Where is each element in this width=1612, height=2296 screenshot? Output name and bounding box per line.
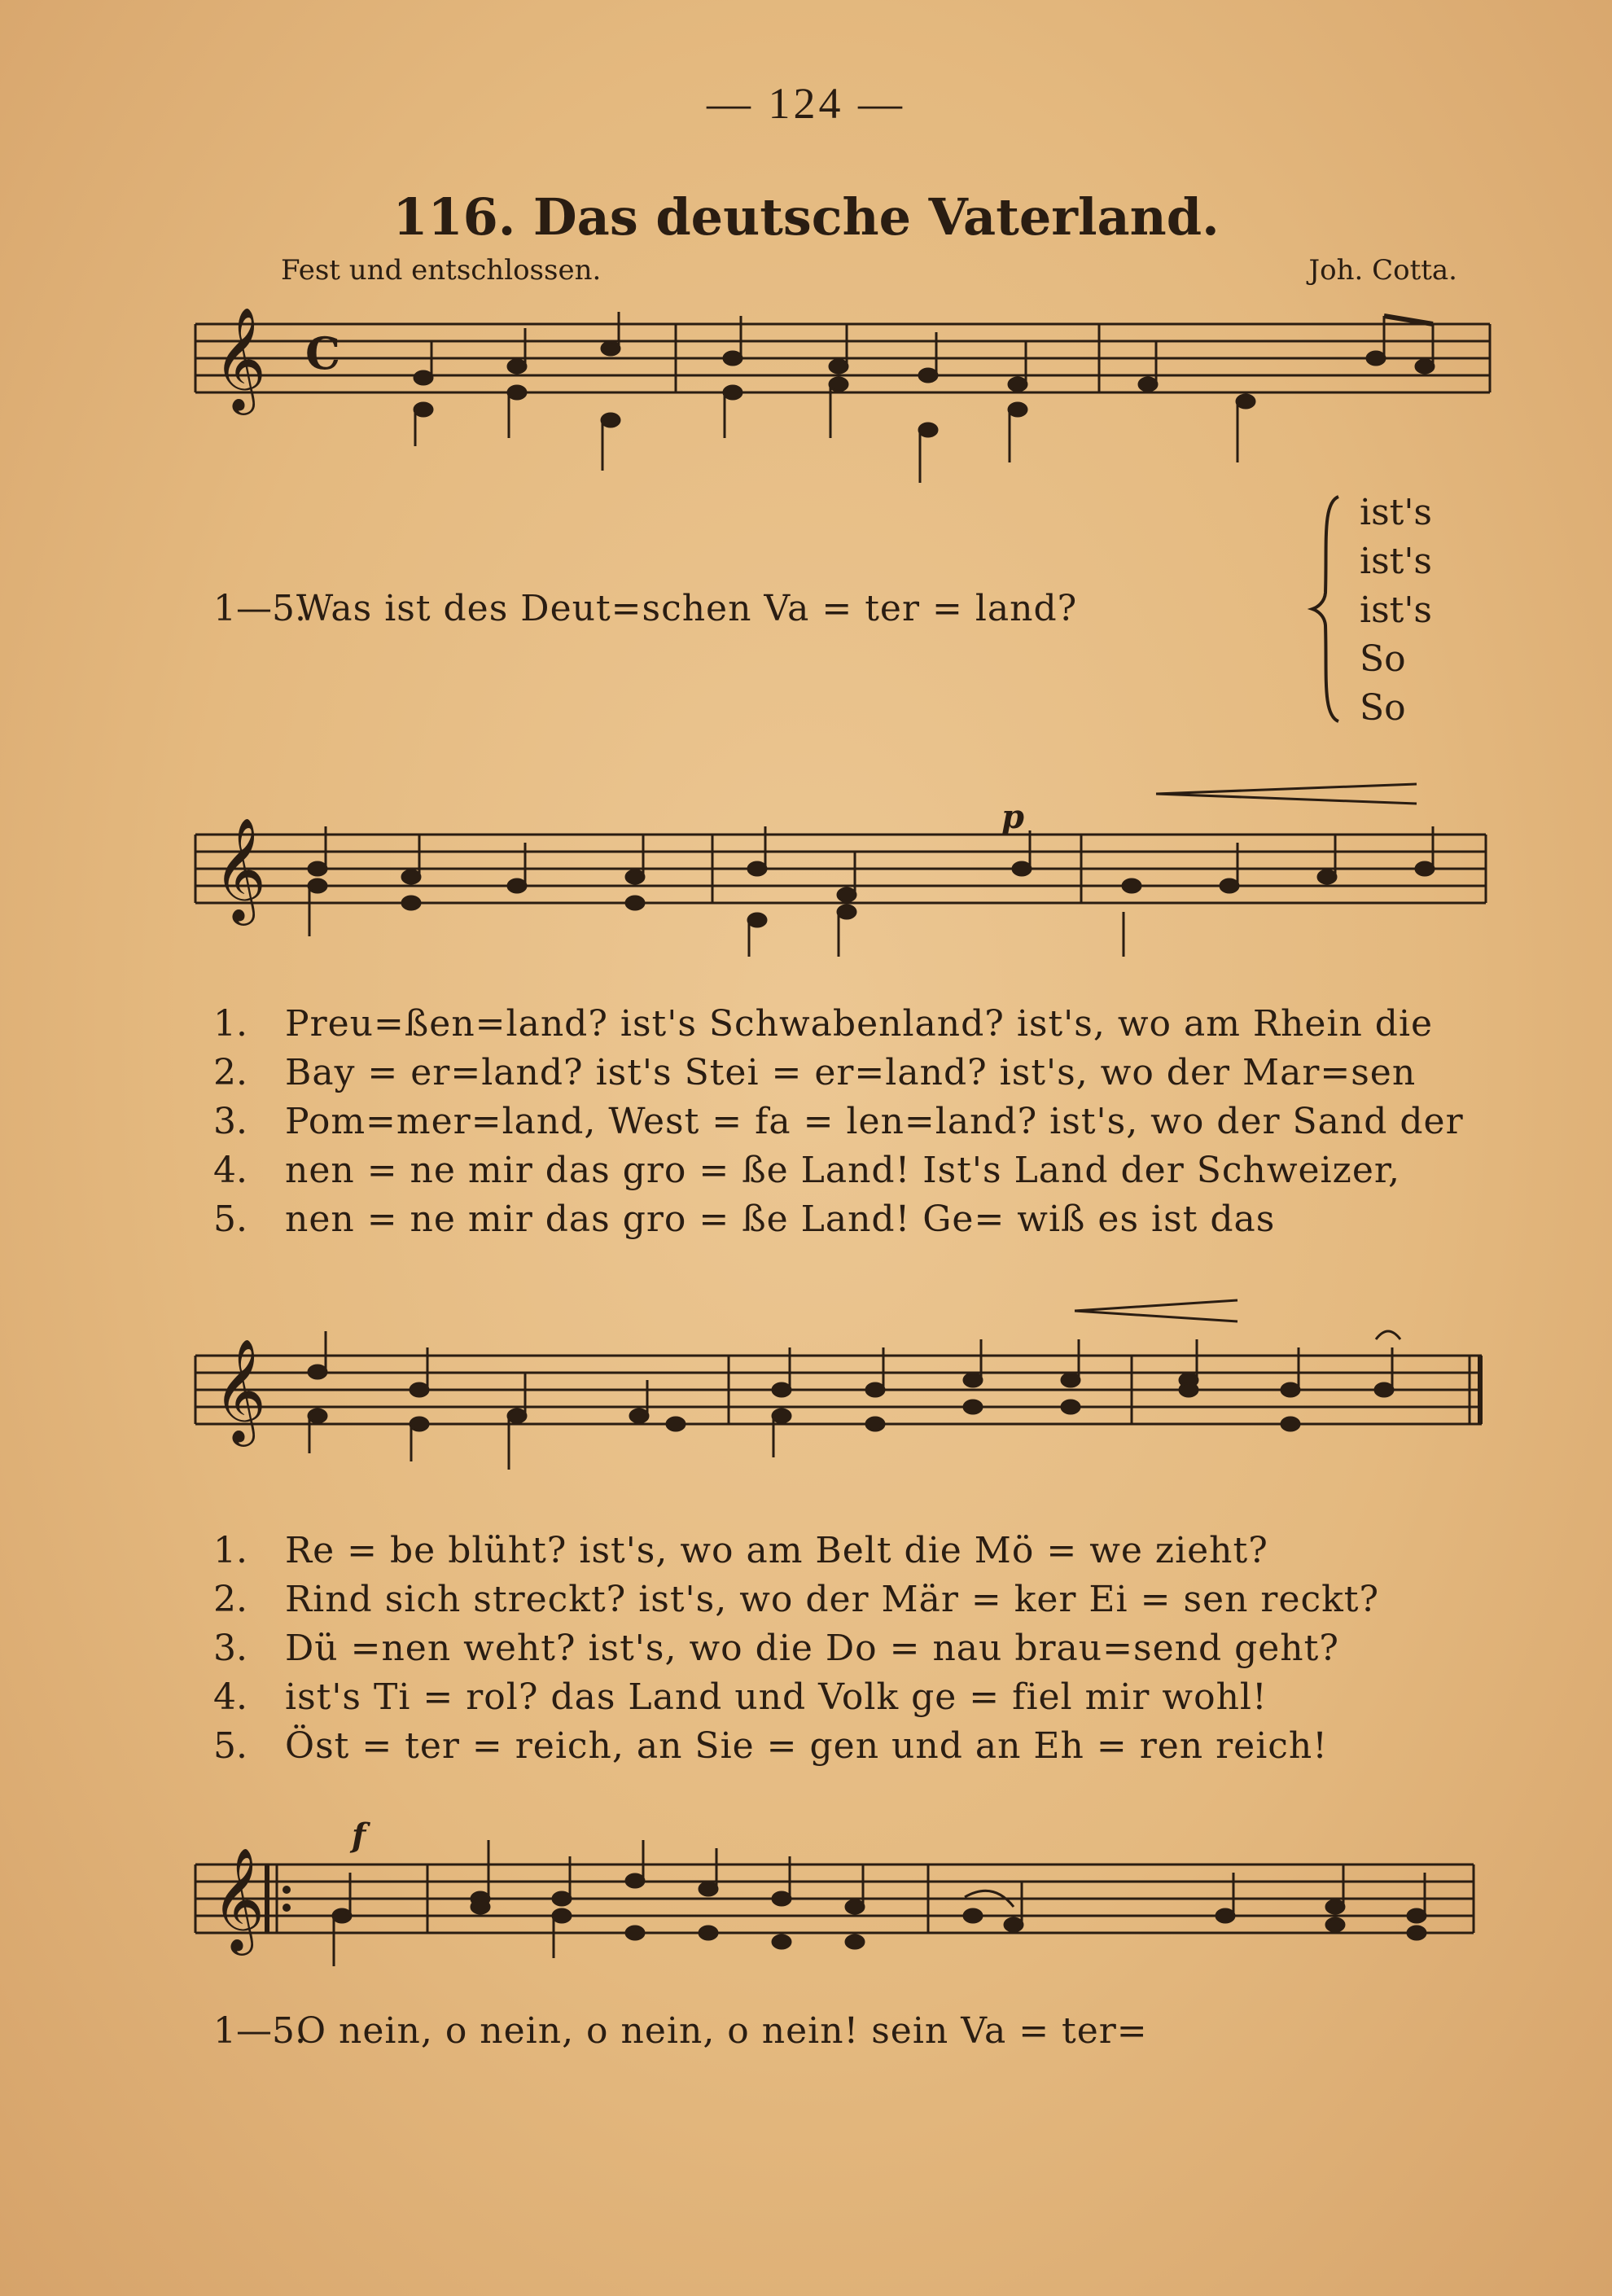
lyric-line — [213, 1195, 1464, 1244]
composer: Joh. Cotta. — [1308, 254, 1457, 287]
page-number: — 124 — — [707, 79, 905, 128]
lyric-line — [213, 1527, 1379, 1575]
lyrics-system-4 — [213, 2007, 1148, 2056]
dynamic-piano: p — [1001, 798, 1024, 836]
lyric-text: O nein, o nein, o nein, o nein! sein Va = ter= — [296, 2010, 1148, 2052]
brace-words — [1360, 489, 1432, 733]
lyric-line — [213, 1098, 1464, 1146]
verse-number: 1. — [213, 1530, 247, 1571]
brace-word: So — [1360, 638, 1406, 680]
music-staff-2 — [195, 798, 1498, 997]
tempo-marking: Fest und entschlossen. — [281, 254, 602, 287]
verse-number: 1—5. — [213, 588, 306, 629]
verse-number: 1—5. — [213, 2010, 306, 2052]
lyric-line — [213, 2007, 1148, 2056]
brace-word: ist's — [1360, 492, 1433, 533]
verse-number: 3. — [213, 1628, 247, 1669]
lyric-text: Rind sich streckt? ist's, wo der Mär = ker Ei = sen reckt? — [285, 1579, 1380, 1620]
lyric-line — [213, 1673, 1379, 1722]
lyric-text: Re = be blüht? ist's, wo am Belt die Mö = we zieht? — [285, 1530, 1268, 1571]
brace-word: ist's — [1360, 589, 1433, 631]
song-title: 116. Das deutsche Vaterland. — [392, 187, 1220, 247]
brace-word: ist's — [1360, 541, 1433, 582]
brace-word: So — [1360, 687, 1406, 729]
lyric-line — [213, 1575, 1379, 1624]
lyrics-system-1 — [213, 585, 1077, 633]
lyric-text: Pom=mer=land, West = fa = len=land? ist's, wo der Sand der — [285, 1101, 1464, 1142]
verse-number: 4. — [213, 1676, 247, 1718]
lyric-line — [213, 1146, 1464, 1195]
lyric-text: Dü =nen weht? ist's, wo die Do = nau brau=send geht? — [285, 1628, 1339, 1669]
verse-number: 5. — [213, 1198, 247, 1240]
dynamic-forte: f — [352, 1816, 366, 1855]
lyric-line — [213, 1624, 1379, 1673]
svg-text:𝄞: 𝄞 — [213, 306, 267, 410]
verse-number: 3. — [213, 1101, 247, 1142]
lyric-line — [213, 1049, 1464, 1098]
lyric-text: ist's Ti = rol? das Land und Volk ge = fiel mir wohl! — [285, 1676, 1268, 1718]
svg-text:C: C — [305, 327, 340, 379]
lyric-text: nen = ne mir das gro = ße Land! Ist's Land der Schweizer, — [285, 1150, 1401, 1191]
svg-text:𝄞: 𝄞 — [213, 1338, 267, 1442]
lyric-text: nen = ne mir das gro = ße Land! Ge= wiß es ist das — [285, 1198, 1276, 1240]
lyric-line — [213, 585, 1077, 633]
lyric-line — [213, 1722, 1379, 1771]
lyric-text: Preu=ßen=land? ist's Schwabenland? ist's, wo am Rhein die — [285, 1003, 1434, 1045]
brace-icon — [1311, 495, 1343, 723]
verse-number: 1. — [213, 1003, 247, 1045]
verse-number: 5. — [213, 1725, 247, 1767]
music-staff-1 — [195, 306, 1498, 495]
svg-text:𝄞: 𝄞 — [212, 1847, 265, 1951]
lyric-text: Was ist des Deut=schen Va = ter = land? — [296, 588, 1078, 629]
lyrics-system-3 — [213, 1527, 1379, 1771]
verse-number: 4. — [213, 1150, 247, 1191]
lyric-text: Bay = er=land? ist's Stei = er=land? ist's, wo der Mar=sen — [285, 1052, 1417, 1093]
music-staff-3 — [195, 1338, 1498, 1518]
verse-number: 2. — [213, 1579, 247, 1620]
verse-number: 2. — [213, 1052, 247, 1093]
lyrics-system-2 — [213, 1000, 1464, 1244]
lyric-text: Öst = ter = reich, an Sie = gen und an Eh = ren reich! — [285, 1725, 1328, 1767]
music-staff-4 — [195, 1816, 1498, 2011]
svg-text:𝄞: 𝄞 — [213, 817, 267, 921]
lyric-line — [213, 1000, 1464, 1049]
